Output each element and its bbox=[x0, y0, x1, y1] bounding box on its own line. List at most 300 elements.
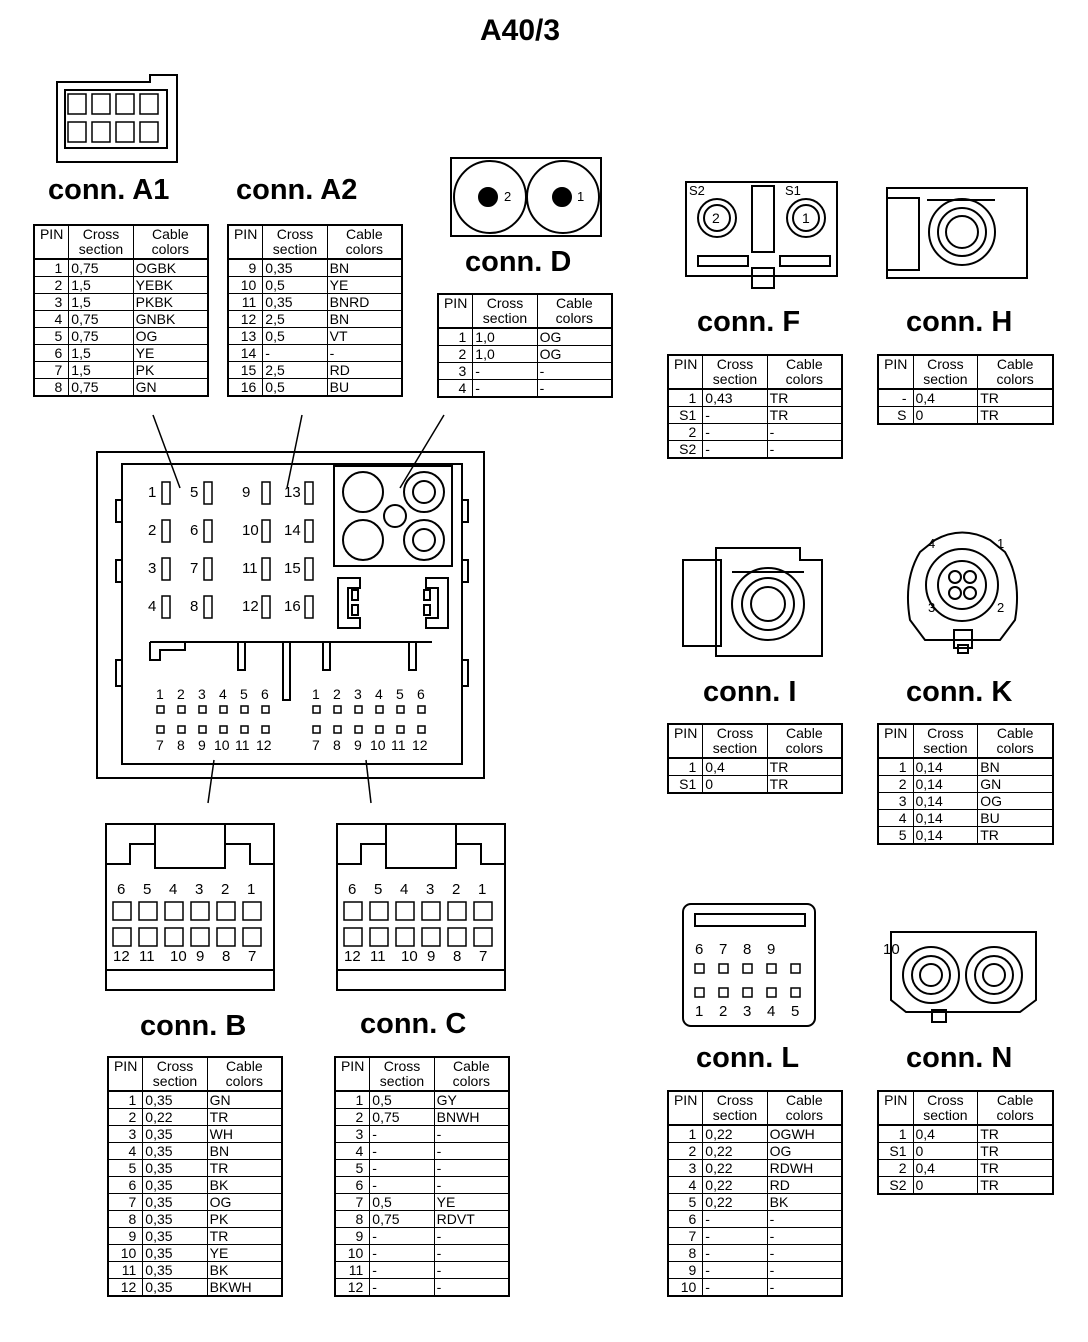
cable-color-value: TR bbox=[207, 1228, 282, 1245]
pin-label: 1 bbox=[478, 881, 487, 898]
cross-section-value: 0,75 bbox=[370, 1109, 434, 1126]
cross-section-value: 0,35 bbox=[143, 1194, 207, 1211]
pin-number: 10 bbox=[335, 1245, 370, 1262]
cable-color-value: OG bbox=[537, 346, 612, 363]
cross-section-value: - bbox=[370, 1228, 434, 1245]
cross-section-value: 0,5 bbox=[370, 1091, 434, 1109]
cross-section-value: 0,22 bbox=[703, 1160, 767, 1177]
pin-number: 3 bbox=[108, 1126, 143, 1143]
cross-section-value: 0,35 bbox=[143, 1262, 207, 1279]
cable-color-value: TR bbox=[767, 389, 842, 407]
pin-label: 1 bbox=[312, 686, 320, 702]
conn-d-label: conn. D bbox=[465, 246, 572, 278]
pin-label: 7 bbox=[479, 948, 488, 965]
cross-section-value: - bbox=[473, 380, 537, 398]
header-pin: PIN bbox=[34, 225, 69, 259]
pin-label: 9 bbox=[354, 737, 362, 753]
pin-label: 2 bbox=[712, 210, 720, 226]
cross-section-value: 1,5 bbox=[69, 345, 133, 362]
pin-number: 2 bbox=[878, 776, 913, 793]
cross-section-value: 0,14 bbox=[913, 810, 978, 827]
page-title: A40/3 bbox=[479, 14, 561, 47]
pin-number: 8 bbox=[34, 379, 69, 397]
cable-color-value: YE bbox=[327, 277, 402, 294]
cable-color-value: - bbox=[434, 1160, 509, 1177]
header-pin: PIN bbox=[438, 294, 473, 328]
pin-number: 1 bbox=[335, 1091, 370, 1109]
pin-label: 6 bbox=[417, 686, 425, 702]
pin-label: 8 bbox=[177, 737, 185, 753]
pin-number: 2 bbox=[34, 277, 69, 294]
pin-label: 10 bbox=[370, 737, 386, 753]
cable-color-value: GN bbox=[978, 776, 1053, 793]
pin-label: 12 bbox=[113, 948, 130, 965]
cross-section-value: 0,14 bbox=[913, 793, 978, 810]
cable-color-value: - bbox=[434, 1228, 509, 1245]
cable-color-value: OGWH bbox=[767, 1125, 842, 1143]
pin-label: 4 bbox=[148, 598, 157, 615]
cross-section-value: 0,75 bbox=[69, 328, 133, 345]
cross-section-value: - bbox=[370, 1177, 434, 1194]
cable-color-value: - bbox=[767, 441, 842, 459]
conn-k-label: conn. K bbox=[906, 676, 1013, 708]
pin-label: 15 bbox=[284, 560, 301, 577]
header-pin: PIN bbox=[228, 225, 263, 259]
conn-l-label: conn. L bbox=[696, 1042, 800, 1074]
header-pin: PIN bbox=[878, 355, 913, 389]
pin-number: 11 bbox=[108, 1262, 143, 1279]
conn-n-label: conn. N bbox=[906, 1042, 1013, 1074]
header-pin: PIN bbox=[668, 1091, 703, 1125]
cross-section-value: 0,4 bbox=[913, 1160, 978, 1177]
conn-a2-label: conn. A2 bbox=[236, 174, 358, 206]
pin-number: 6 bbox=[668, 1211, 703, 1228]
header-cable-colors: Cable colors bbox=[327, 225, 402, 259]
cross-section-value: 1,0 bbox=[473, 346, 537, 363]
cable-color-value: TR bbox=[767, 776, 842, 794]
pin-number: 7 bbox=[34, 362, 69, 379]
cross-section-value: 0,14 bbox=[913, 758, 978, 776]
cross-section-value: 0 bbox=[913, 1177, 978, 1195]
pin-number: 4 bbox=[878, 810, 913, 827]
cable-color-value: BN bbox=[207, 1143, 282, 1160]
cable-color-value: PK bbox=[207, 1211, 282, 1228]
pin-label: 2 bbox=[177, 686, 185, 702]
cable-color-value: - bbox=[434, 1262, 509, 1279]
cable-color-value: - bbox=[767, 1245, 842, 1262]
cross-section-value: - bbox=[370, 1143, 434, 1160]
conn-i-drawing bbox=[683, 548, 822, 656]
pin-number: 5 bbox=[335, 1160, 370, 1177]
pin-label: 12 bbox=[412, 737, 428, 753]
pin-label: 10 bbox=[883, 941, 900, 958]
pin-label: 5 bbox=[190, 484, 199, 501]
pin-label: 3 bbox=[928, 600, 936, 615]
cross-section-value: 0,35 bbox=[143, 1279, 207, 1297]
cable-color-value: - bbox=[767, 424, 842, 441]
conn-f-drawing bbox=[686, 182, 837, 288]
pin-label: 2 bbox=[452, 881, 461, 898]
pin-label: 7 bbox=[312, 737, 320, 753]
cross-section-value: 0,4 bbox=[913, 1125, 978, 1143]
cross-section-value: 0,75 bbox=[370, 1211, 434, 1228]
pin-number: 13 bbox=[228, 328, 263, 345]
pin-number: 1 bbox=[878, 758, 913, 776]
header-cable-colors: Cable colors bbox=[537, 294, 612, 328]
cross-section-value: 0,35 bbox=[143, 1091, 207, 1109]
conn-a1-drawing bbox=[57, 75, 177, 162]
pin-label: 6 bbox=[695, 941, 704, 958]
pin-label: 1 bbox=[577, 189, 585, 204]
pin-number: 2 bbox=[878, 1160, 913, 1177]
cross-section-value: 0,22 bbox=[143, 1109, 207, 1126]
cross-section-value: 0,35 bbox=[143, 1228, 207, 1245]
pin-label: 16 bbox=[284, 598, 301, 615]
cable-color-value: PKBK bbox=[133, 294, 208, 311]
cable-color-value: - bbox=[767, 1279, 842, 1297]
cable-color-value: OG bbox=[978, 793, 1053, 810]
pin-number: 16 bbox=[228, 379, 263, 397]
conn-b-drawing bbox=[106, 824, 274, 990]
conn-i-label: conn. I bbox=[703, 676, 797, 708]
pin-number: 2 bbox=[438, 346, 473, 363]
pin-label: 10 bbox=[170, 948, 187, 965]
pin-label: 4 bbox=[169, 881, 178, 898]
cable-color-value: - bbox=[767, 1262, 842, 1279]
header-cross-section: Cross section bbox=[913, 724, 978, 758]
pin-number: S2 bbox=[668, 441, 703, 459]
cable-color-value: TR bbox=[978, 389, 1053, 407]
cable-color-value: - bbox=[537, 363, 612, 380]
cable-color-value: - bbox=[767, 1228, 842, 1245]
pin-number: 11 bbox=[228, 294, 263, 311]
cable-color-value: TR bbox=[767, 407, 842, 424]
cross-section-value: 1,0 bbox=[473, 328, 537, 346]
cable-color-value: TR bbox=[978, 1177, 1053, 1195]
cross-section-value: - bbox=[263, 345, 327, 362]
cable-color-value: BN bbox=[978, 758, 1053, 776]
cable-color-value: GN bbox=[133, 379, 208, 397]
pin-number: 5 bbox=[878, 827, 913, 845]
cable-color-value: TR bbox=[978, 1160, 1053, 1177]
cable-color-value: - bbox=[434, 1245, 509, 1262]
cross-section-value: - bbox=[703, 1279, 767, 1297]
pin-number: S2 bbox=[878, 1177, 913, 1195]
cable-color-value: YE bbox=[434, 1194, 509, 1211]
pin-label: 3 bbox=[148, 560, 157, 577]
pin-label: 9 bbox=[767, 941, 776, 958]
header-pin: PIN bbox=[668, 355, 703, 389]
header-cross-section: Cross section bbox=[263, 225, 327, 259]
cross-section-value: - bbox=[703, 424, 767, 441]
cross-section-value: 0,22 bbox=[703, 1143, 767, 1160]
pin-number: 2 bbox=[108, 1109, 143, 1126]
pin-label: 12 bbox=[242, 598, 259, 615]
cross-section-value: - bbox=[703, 441, 767, 459]
cable-color-value: TR bbox=[978, 1125, 1053, 1143]
pin-label: 8 bbox=[333, 737, 341, 753]
cable-color-value: - bbox=[327, 345, 402, 362]
pin-number: 1 bbox=[108, 1091, 143, 1109]
cross-section-value: 0 bbox=[703, 776, 767, 794]
pin-number: 5 bbox=[108, 1160, 143, 1177]
header-cable-colors: Cable colors bbox=[767, 1091, 842, 1125]
cross-section-value: - bbox=[703, 1211, 767, 1228]
cable-color-value: BK bbox=[767, 1194, 842, 1211]
cross-section-value: 0,35 bbox=[143, 1126, 207, 1143]
cable-color-value: TR bbox=[978, 407, 1053, 425]
cable-color-value: - bbox=[767, 1211, 842, 1228]
cable-color-value: TR bbox=[207, 1160, 282, 1177]
cable-color-value: YEBK bbox=[133, 277, 208, 294]
pin-number: 6 bbox=[335, 1177, 370, 1194]
pin-label: 3 bbox=[195, 881, 204, 898]
pin-label: 3 bbox=[426, 881, 435, 898]
pin-number: 9 bbox=[228, 259, 263, 277]
pin-number: 5 bbox=[668, 1194, 703, 1211]
header-pin: PIN bbox=[108, 1057, 143, 1091]
pin-label: 1 bbox=[247, 881, 256, 898]
pin-number: 4 bbox=[335, 1143, 370, 1160]
cross-section-value: 0,75 bbox=[69, 259, 133, 277]
header-cable-colors: Cable colors bbox=[978, 724, 1053, 758]
cable-color-value: - bbox=[434, 1279, 509, 1297]
pin-number: 9 bbox=[108, 1228, 143, 1245]
cross-section-value: 0,75 bbox=[69, 311, 133, 328]
cable-color-value: BN bbox=[327, 259, 402, 277]
pin-number: 6 bbox=[34, 345, 69, 362]
cross-section-value: - bbox=[703, 1228, 767, 1245]
cross-section-value: - bbox=[370, 1279, 434, 1297]
header-cable-colors: Cable colors bbox=[978, 355, 1053, 389]
cross-section-value: - bbox=[473, 363, 537, 380]
cable-color-value: - bbox=[537, 380, 612, 398]
pin-label: 10 bbox=[401, 948, 418, 965]
header-cross-section: Cross section bbox=[143, 1057, 207, 1091]
cable-color-value: GN bbox=[207, 1091, 282, 1109]
cross-section-value: 0 bbox=[913, 407, 978, 425]
cable-color-value: TR bbox=[207, 1109, 282, 1126]
pin-number: 3 bbox=[438, 363, 473, 380]
pin-label: 4 bbox=[767, 1003, 776, 1020]
cable-color-value: RDWH bbox=[767, 1160, 842, 1177]
pin-number: 8 bbox=[668, 1245, 703, 1262]
pin-number: 9 bbox=[335, 1228, 370, 1245]
cable-color-value: BNRD bbox=[327, 294, 402, 311]
pin-number: 8 bbox=[108, 1211, 143, 1228]
cross-section-value: - bbox=[703, 407, 767, 424]
pin-label: 8 bbox=[190, 598, 199, 615]
pin-label: 1 bbox=[148, 484, 157, 501]
conn-h-drawing bbox=[887, 188, 1027, 278]
cross-section-value: - bbox=[370, 1160, 434, 1177]
cross-section-value: 0,14 bbox=[913, 827, 978, 845]
cable-color-value: - bbox=[434, 1143, 509, 1160]
pin-number: 10 bbox=[668, 1279, 703, 1297]
pin-number: 3 bbox=[878, 793, 913, 810]
pin-label: 11 bbox=[235, 737, 250, 753]
pin-label: 1 bbox=[695, 1003, 704, 1020]
header-cable-colors: Cable colors bbox=[767, 355, 842, 389]
cable-color-value: VT bbox=[327, 328, 402, 345]
cross-section-value: 1,5 bbox=[69, 277, 133, 294]
cable-color-value: BK bbox=[207, 1177, 282, 1194]
cable-color-value: TR bbox=[767, 758, 842, 776]
pin-label: 11 bbox=[242, 560, 258, 577]
cross-section-value: 0,22 bbox=[703, 1125, 767, 1143]
cable-color-value: OG bbox=[767, 1143, 842, 1160]
cross-section-value: - bbox=[703, 1262, 767, 1279]
pin-number: 10 bbox=[228, 277, 263, 294]
pin-label: 1 bbox=[997, 536, 1005, 551]
cross-section-value: 0,5 bbox=[263, 379, 327, 397]
pin-number: 9 bbox=[668, 1262, 703, 1279]
pin-label: 5 bbox=[374, 881, 383, 898]
conn-b-label: conn. B bbox=[140, 1010, 247, 1042]
pin-label: 8 bbox=[222, 948, 231, 965]
cross-section-value: 0,14 bbox=[913, 776, 978, 793]
pin-number: 1 bbox=[668, 389, 703, 407]
pin-number: 4 bbox=[34, 311, 69, 328]
pin-label: 14 bbox=[284, 522, 301, 539]
header-cable-colors: Cable colors bbox=[133, 225, 208, 259]
pin-number: 12 bbox=[335, 1279, 370, 1297]
cable-color-value: RDVT bbox=[434, 1211, 509, 1228]
pin-label: 4 bbox=[375, 686, 383, 702]
pin-label: 7 bbox=[156, 737, 164, 753]
pin-label: 8 bbox=[743, 941, 752, 958]
pin-label: 2 bbox=[719, 1003, 728, 1020]
cross-section-value: 0,4 bbox=[703, 758, 767, 776]
pin-label: 10 bbox=[214, 737, 230, 753]
cable-color-value: YE bbox=[207, 1245, 282, 1262]
pin-label: 5 bbox=[143, 881, 152, 898]
pin-label: 4 bbox=[219, 686, 227, 702]
pin-number: 2 bbox=[668, 1143, 703, 1160]
header-cable-colors: Cable colors bbox=[767, 724, 842, 758]
pin-label: 9 bbox=[196, 948, 205, 965]
cable-color-value: PK bbox=[133, 362, 208, 379]
header-cross-section: Cross section bbox=[703, 724, 767, 758]
cross-section-value: 0,5 bbox=[263, 328, 327, 345]
pin-label: 2 bbox=[504, 189, 512, 204]
cross-section-value: 0,35 bbox=[263, 294, 327, 311]
pin-number: 2 bbox=[668, 424, 703, 441]
cross-section-value: 1,5 bbox=[69, 294, 133, 311]
cable-color-value: - bbox=[434, 1126, 509, 1143]
pin-label: S1 bbox=[785, 183, 801, 198]
pin-number: 10 bbox=[108, 1245, 143, 1262]
cross-section-value: 0,43 bbox=[703, 389, 767, 407]
cross-section-value: 0,5 bbox=[263, 277, 327, 294]
pin-label: 6 bbox=[348, 881, 357, 898]
header-cable-colors: Cable colors bbox=[434, 1057, 509, 1091]
pin-label: 2 bbox=[221, 881, 230, 898]
pin-label: 11 bbox=[391, 737, 406, 753]
header-cross-section: Cross section bbox=[69, 225, 133, 259]
pin-label: 2 bbox=[148, 522, 157, 539]
conn-n-drawing bbox=[891, 932, 1036, 1022]
cable-color-value: YE bbox=[133, 345, 208, 362]
pin-label: 12 bbox=[256, 737, 272, 753]
pin-label: 9 bbox=[198, 737, 206, 753]
cable-color-value: RD bbox=[327, 362, 402, 379]
cable-color-value: OG bbox=[207, 1194, 282, 1211]
pin-number: 11 bbox=[335, 1262, 370, 1279]
pin-label: 1 bbox=[802, 210, 810, 226]
pin-number: 12 bbox=[108, 1279, 143, 1297]
pin-label: 2 bbox=[333, 686, 341, 702]
conn-a1-label: conn. A1 bbox=[48, 174, 170, 206]
pin-label: 4 bbox=[928, 536, 936, 551]
cross-section-value: 0,35 bbox=[143, 1245, 207, 1262]
pin-label: 6 bbox=[261, 686, 269, 702]
pin-number: 4 bbox=[108, 1143, 143, 1160]
cross-section-value: 0 bbox=[913, 1143, 978, 1160]
cable-color-value: - bbox=[434, 1177, 509, 1194]
pin-label: 11 bbox=[370, 948, 386, 965]
pin-label: 12 bbox=[344, 948, 361, 965]
pin-number: 15 bbox=[228, 362, 263, 379]
header-cross-section: Cross section bbox=[703, 1091, 767, 1125]
cable-color-value: BU bbox=[978, 810, 1053, 827]
pin-label: 4 bbox=[400, 881, 409, 898]
cross-section-value: 0,35 bbox=[263, 259, 327, 277]
pin-number: 1 bbox=[878, 1125, 913, 1143]
pin-label: S2 bbox=[689, 183, 705, 198]
pin-label: 6 bbox=[117, 881, 126, 898]
cross-section-value: 0,22 bbox=[703, 1177, 767, 1194]
pin-label: 6 bbox=[190, 522, 199, 539]
header-cross-section: Cross section bbox=[913, 355, 978, 389]
conn-c-label: conn. C bbox=[360, 1008, 467, 1040]
header-cable-colors: Cable colors bbox=[207, 1057, 282, 1091]
conn-c-drawing bbox=[337, 824, 505, 990]
cross-section-value: 0,35 bbox=[143, 1211, 207, 1228]
pin-number: 8 bbox=[335, 1211, 370, 1228]
cross-section-value: 0,22 bbox=[703, 1194, 767, 1211]
conn-h-label: conn. H bbox=[906, 306, 1013, 338]
pin-label: 7 bbox=[719, 941, 728, 958]
cross-section-value: - bbox=[370, 1245, 434, 1262]
cross-section-value: 0,35 bbox=[143, 1143, 207, 1160]
pin-label: 9 bbox=[242, 484, 251, 501]
cable-color-value: BK bbox=[207, 1262, 282, 1279]
pin-label: 1 bbox=[156, 686, 164, 702]
pin-label: 10 bbox=[242, 522, 259, 539]
cross-section-value: 2,5 bbox=[263, 311, 327, 328]
header-pin: PIN bbox=[878, 724, 913, 758]
pin-label: 3 bbox=[743, 1003, 752, 1020]
cable-color-value: OG bbox=[537, 328, 612, 346]
pin-number: S1 bbox=[878, 1143, 913, 1160]
cross-section-value: - bbox=[370, 1262, 434, 1279]
header-cable-colors: Cable colors bbox=[978, 1091, 1053, 1125]
cable-color-value: TR bbox=[978, 827, 1053, 845]
pin-number: 1 bbox=[668, 758, 703, 776]
cross-section-value: 0,5 bbox=[370, 1194, 434, 1211]
pin-label: 9 bbox=[427, 948, 436, 965]
pin-label: 2 bbox=[997, 600, 1005, 615]
cross-section-value: 0,35 bbox=[143, 1160, 207, 1177]
cross-section-value: - bbox=[703, 1245, 767, 1262]
pin-label: 13 bbox=[284, 484, 301, 501]
pin-number: 1 bbox=[438, 328, 473, 346]
cross-section-value: 0,4 bbox=[913, 389, 978, 407]
header-cross-section: Cross section bbox=[913, 1091, 978, 1125]
pin-number: 7 bbox=[335, 1194, 370, 1211]
cable-color-value: RD bbox=[767, 1177, 842, 1194]
